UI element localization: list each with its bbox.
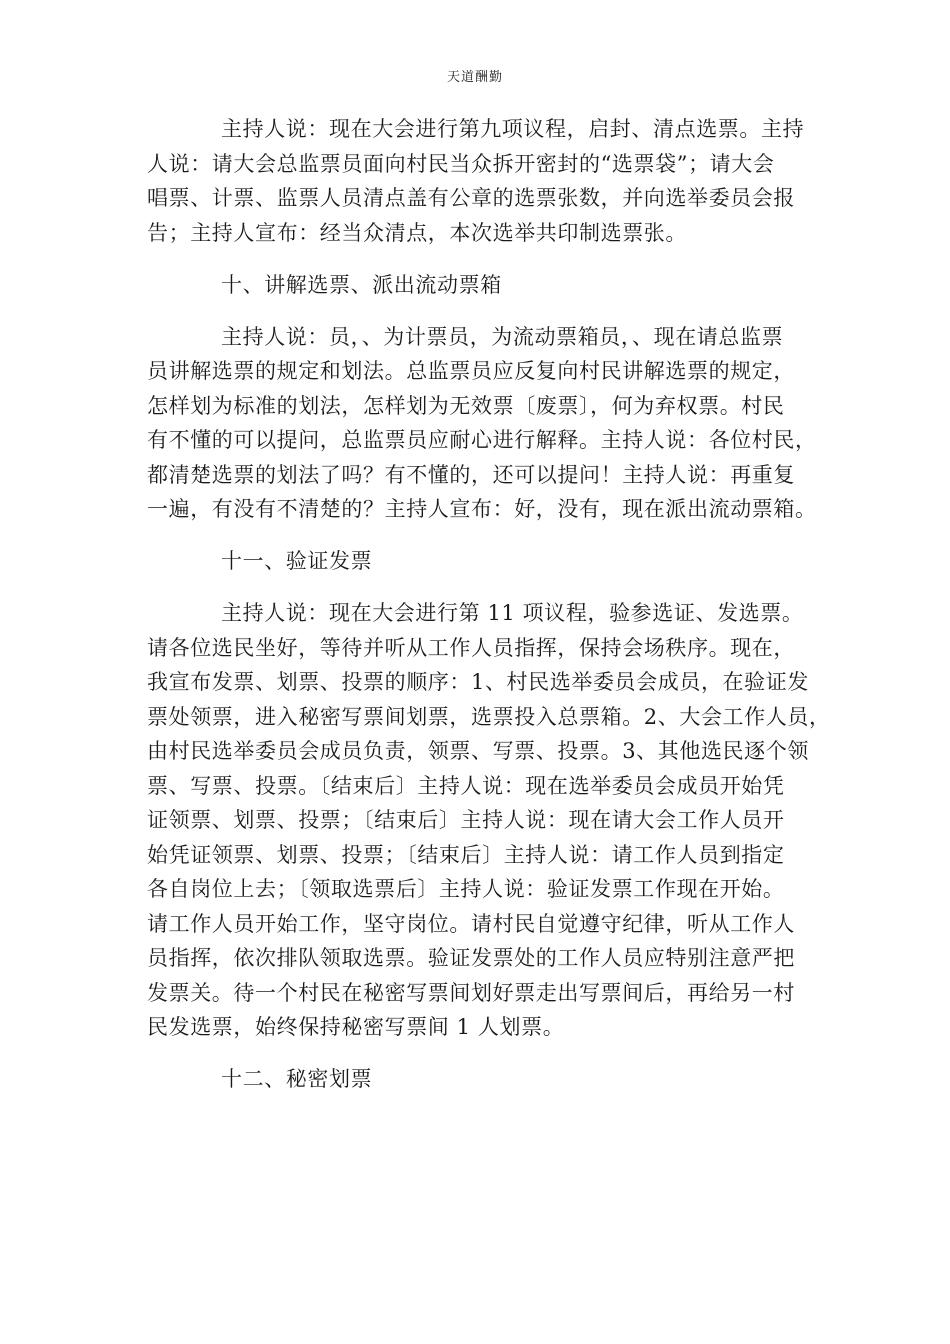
text-line: 始凭证领票、划票、投票；〔结束后〕主持人说：请工作人员到指定 xyxy=(147,842,785,867)
text-line: 证领票、划票、投票；〔结束后〕主持人说：现在请大会工作人员开 xyxy=(147,808,785,832)
paragraph-ballot-issuance xyxy=(147,596,831,1045)
text-line: 请工作人员开始工作，坚守岗位。请村民自觉遵守纪律，听从工作人 xyxy=(147,911,795,936)
text-line: 员讲解选票的规定和划法。总监票员应反复向村民讲解选票的规定， xyxy=(147,359,795,383)
section-heading-11 xyxy=(147,544,807,579)
text-line: 一遍，有没有不清楚的？主持人宣布：好，没有，现在派出流动票箱。 xyxy=(147,497,817,521)
section-heading-10 xyxy=(147,268,807,303)
heading-text: 十一、验证发票 xyxy=(221,549,373,573)
text-line: 请各位选民坐好，等待并听从工作人员指挥，保持会场秩序。现在， xyxy=(147,635,795,660)
text-line: 唱票、计票、监票人员清点盖有公章的选票张数，并向选举委员会报 xyxy=(147,186,795,210)
heading-text: 十、讲解选票、派出流动票箱 xyxy=(221,272,502,297)
text-line: 票处领票，进入秘密写票间划票，选票投入总票箱。2、大会工作人员， xyxy=(147,704,831,729)
document-body xyxy=(147,112,831,1114)
text-line: 发票关。待一个村民在秘密写票间划好票走出写票间后，再给另一村 xyxy=(147,980,795,1005)
text-line: 人说：请大会总监票员面向村民当众拆开密封的“选票袋”；请大会 xyxy=(147,151,775,176)
text-line: 员指挥，依次排队领取选票。验证发票处的工作人员应特别注意严把 xyxy=(147,946,795,970)
text-line: 主持人说：现在大会进行第 11 项议程，验参选证、发选票。 xyxy=(221,601,804,625)
page-header: 天道酬勤 xyxy=(446,70,503,85)
text-line: 由村民选举委员会成员负责，领票、写票、投票。3、其他选民逐个领 xyxy=(147,739,809,763)
text-line: 怎样划为标准的划法，怎样划为无效票〔废票〕，何为弃权票。村民 xyxy=(147,393,785,418)
paragraph-ballot-opening xyxy=(147,112,807,250)
text-line: 我宣布发票、划票、投票的顺序：1、村民选举委员会成员，在验证发 xyxy=(147,670,809,694)
text-line: 有不懂的可以提问，总监票员应耐心进行解释。主持人说：各位村民， xyxy=(147,428,817,452)
section-heading-12 xyxy=(147,1062,807,1097)
text-line: 告；主持人宣布：经当众清点，本次选举共印制选票张。 xyxy=(147,220,687,245)
text-line: 都清楚选票的划法了吗？有不懂的，还可以提问！主持人说：再重复 xyxy=(147,462,795,487)
text-line: 票、写票、投票。〔结束后〕主持人说：现在选举委员会成员开始凭 xyxy=(147,773,785,798)
paragraph-ballot-explanation xyxy=(147,320,817,527)
heading-text: 十二、秘密划票 xyxy=(221,1067,373,1091)
text-line: 主持人说：现在大会进行第九项议程，启封、清点选票。主持 xyxy=(221,117,805,141)
text-line: 各自岗位上去；〔领取选票后〕主持人说：验证发票工作现在开始。 xyxy=(147,877,785,901)
text-line: 民发选票，始终保持秘密写票间 1 人划票。 xyxy=(147,1015,565,1039)
text-line: 主持人说：员，、为计票员，为流动票箱员，、现在请总监票 xyxy=(221,324,784,349)
